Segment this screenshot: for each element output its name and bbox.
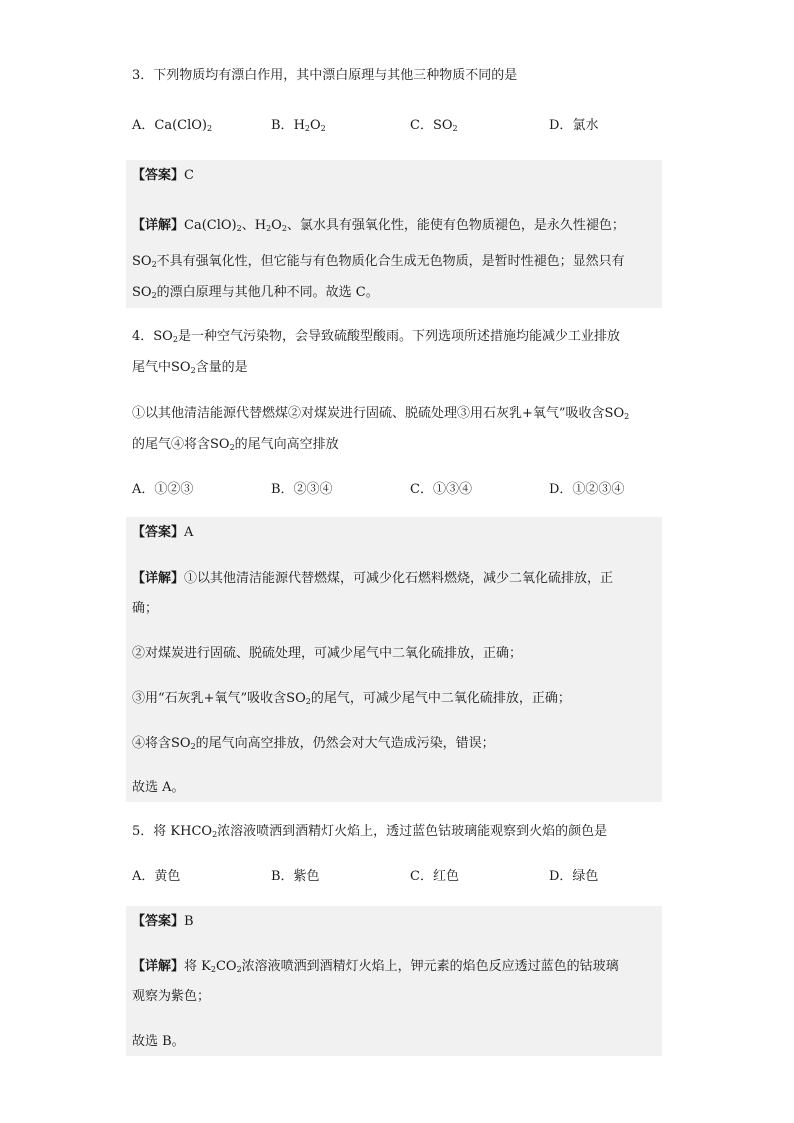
q3-stem: 3．下列物质均有漂白作用，其中漂白原理与其他三种物质不同的是 — [132, 68, 518, 83]
q4-detail-1-line-1: 【详解】①以其他清洁能源代替燃煤，可减少化石燃料燃烧，减少二氧化硫排放，正 — [132, 571, 614, 586]
q4-detail-2: ②对煤炭进行固硫、脱硫处理，可减少尾气中二氧化硫排放，正确； — [132, 646, 523, 661]
q5-answer-block — [126, 906, 662, 1056]
q4-stem-line-1: 4．$SO_2$是一种空气污染物，会导致硫酸型酸雨。下列选项所述措施均能减少工业排放 — [132, 329, 620, 344]
q5-detail-line-1: 【详解】将 $K_2CO_2$浓溶液喷洒到酒精灯火焰上，钾元素的焰色反应透过蓝色的钴玻璃 — [132, 959, 619, 974]
q3-detail-line-2: $SO_2$不具有强氧化性，但它能与有色物质化合生成无色物质，是暂时性褪色；显然只有 — [132, 254, 625, 269]
q3-option-d: D．氯水 — [549, 118, 599, 133]
q4-option-a: A．①②③ — [132, 482, 194, 497]
q4-option-c: C．①③④ — [410, 482, 472, 497]
q3-answer: 【答案】C — [132, 168, 194, 183]
q4-stem-line-2: 尾气中$SO_2$含量的是 — [132, 360, 248, 375]
q3-option-b: B．$H_2O_2$ — [271, 118, 326, 133]
q5-option-d: D．绿色 — [549, 869, 599, 884]
q3-option-c: C．$SO_2$ — [410, 118, 458, 133]
q5-detail-line-2: 观察为紫色； — [132, 989, 211, 1004]
q5-conclusion: 故选 B。 — [132, 1034, 185, 1049]
q5-option-b: B．紫色 — [271, 869, 320, 884]
q3-detail-line-3: $SO_2$的漂白原理与其他几种不同。故选 C。 — [132, 285, 379, 300]
q5-option-c: C．红色 — [410, 869, 459, 884]
q5-stem: 5．将 $KHCO_2$浓溶液喷洒到酒精灯火焰上，透过蓝色钴玻璃能观察到火焰的颜色是 — [132, 824, 608, 839]
q4-detail-3: ③用“石灰乳+氧气”吸收含$SO_2$的尾气，可减少尾气中二氧化硫排放，正确； — [132, 691, 571, 706]
q4-option-d: D．①②③④ — [549, 482, 625, 497]
q4-option-b: B．②③④ — [271, 482, 333, 497]
q3-option-a: A．$Ca(ClO)_2$ — [132, 118, 213, 133]
q4-items-line-2: 的尾气④将含$SO_2$的尾气向高空排放 — [132, 437, 339, 452]
q4-conclusion: 故选 A。 — [132, 780, 185, 795]
q5-option-a: A．黄色 — [132, 869, 181, 884]
q4-detail-1-line-2: 确； — [132, 601, 159, 616]
q4-answer: 【答案】A — [132, 525, 194, 540]
q4-items-line-1: ①以其他清洁能源代替燃煤②对煤炭进行固硫、脱硫处理③用石灰乳+氧气”吸收含$SO_2$ — [132, 406, 630, 421]
q3-detail-line-1: 【详解】$Ca(ClO)_2$、$H_2O_2$、氯水具有强氧化性，能使有色物质褪色，是永久性褪色； — [132, 218, 625, 233]
q5-answer: 【答案】B — [132, 914, 194, 929]
q4-detail-4: ④将含$SO_2$的尾气向高空排放，仍然会对大气造成污染，错误； — [132, 736, 495, 751]
